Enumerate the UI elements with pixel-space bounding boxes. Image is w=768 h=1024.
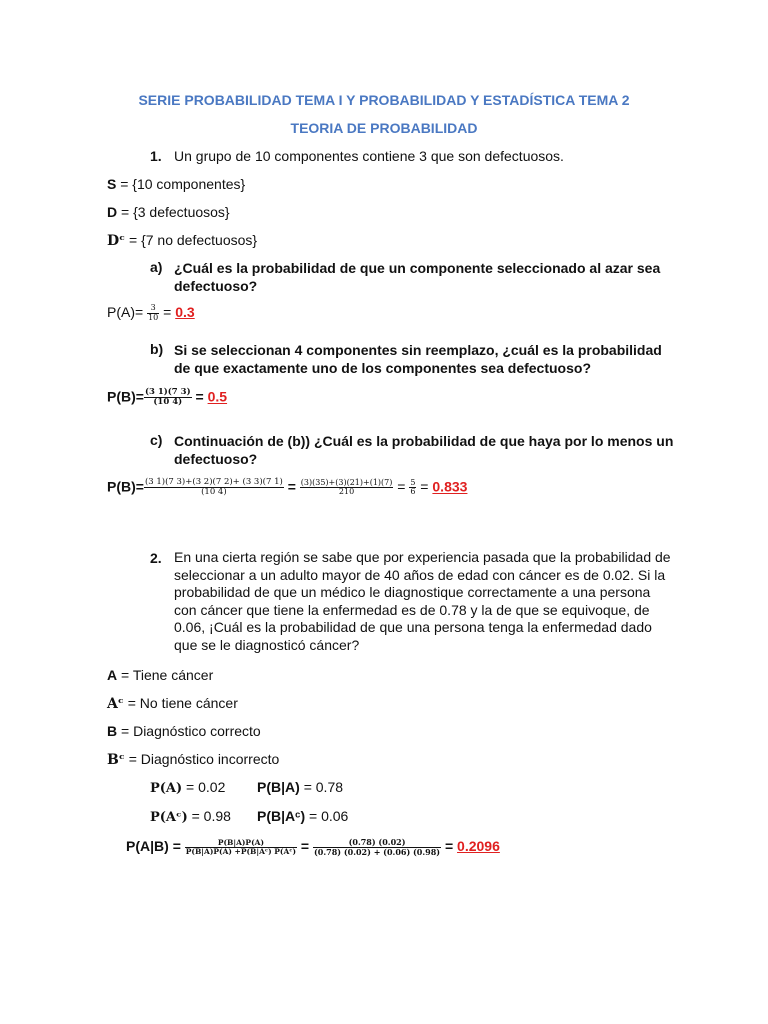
- def-bc: [107, 751, 279, 768]
- prob-a-val: = 0.02: [182, 779, 226, 795]
- answer-c-fraction-1: [144, 478, 284, 498]
- answer-b-fraction-num: (3 1)(7 3): [144, 387, 191, 397]
- def-ac-text: = No tiene cáncer: [123, 695, 238, 711]
- prob-a: [150, 779, 225, 796]
- answer-c-fraction-2-num: (3)(35)+(3)(21)+(1)(7): [300, 477, 393, 487]
- prob-ac: [150, 808, 231, 825]
- answer-a-fraction: [147, 304, 159, 323]
- answer-a-fraction-den: 10: [148, 312, 159, 322]
- bayes-eq-1: =: [297, 838, 314, 854]
- answer-a-fraction-num: 3: [147, 304, 159, 314]
- question-c-label: c): [150, 432, 163, 448]
- bayes-fraction-2: [313, 838, 441, 857]
- answer-c-fraction-3-num: 5: [410, 477, 416, 487]
- set-d: [107, 204, 230, 220]
- def-bc-symbol: Bᶜ: [107, 752, 125, 768]
- def-b-text: = Diagnóstico correcto: [117, 723, 261, 739]
- bayes-fraction-2-num: (0.78) (0.02): [313, 838, 441, 848]
- answer-c-eq-2: =: [393, 478, 410, 495]
- def-ac: [107, 695, 238, 712]
- question-a-label: a): [150, 259, 163, 275]
- problem-2-number: 2.: [150, 550, 162, 566]
- set-d-symbol: D: [107, 204, 118, 220]
- answer-c-fraction-3-den: 6: [410, 487, 416, 497]
- bayes-lhs: P(A|B) =: [126, 838, 185, 854]
- def-a-text: = Tiene cáncer: [117, 667, 214, 683]
- problem-1-statement: Un grupo de 10 componentes contiene 3 que son defectuosos.: [174, 148, 564, 164]
- prob-b-given-ac-lhs: P(B|Aᶜ): [257, 808, 306, 824]
- bayes-fraction-1-den: P(B|A)P(A) +P(B|Aᶜ) P(Aᶜ): [185, 846, 297, 856]
- set-d-text: = {3 defectuosos}: [117, 204, 230, 220]
- problem-2-statement: En una cierta región se sabe que por experiencia pasada que la probabilidad de seleccionar a un adulto mayor de 40 años de edad con cáncer es de 0.02. Si la probabilidad de que un médico le diagnostique correctamente a una persona con cáncer que tiene la enfermedad es de 0.78 y la de que se equivoque, de 0.06, ¡Cuál es la probabilidad de que una persona tenga la enfermedad dado que se le diagnosticó cáncer?: [174, 549, 671, 653]
- answer-a-eq: =: [159, 304, 176, 320]
- bayes-fraction-1-num: P(B|A)P(A): [185, 839, 297, 848]
- answer-c-fraction-2-den: 210: [338, 487, 355, 497]
- document-subtitle: TEORIA DE PROBABILIDAD: [290, 120, 478, 136]
- set-dc-text: = {7 no defectuosos}: [125, 232, 258, 248]
- answer-c-result: 0.833: [432, 478, 468, 495]
- set-s: [107, 176, 245, 192]
- bayes-formula: [126, 838, 500, 857]
- def-b: [107, 723, 261, 739]
- problem-1-number: 1.: [150, 148, 162, 164]
- prob-b-given-a-lhs: P(B|A): [257, 779, 300, 795]
- bayes-eq-2: =: [441, 838, 458, 854]
- question-b-label: b): [150, 341, 164, 357]
- answer-b-fraction-den: (10 4): [153, 397, 183, 408]
- question-b-text: Si se seleccionan 4 componentes sin reemplazo, ¿cuál es la probabilidad de que exactamente uno de los componentes sea defectuoso?: [174, 342, 662, 376]
- set-s-text: = {10 componentes}: [116, 176, 246, 192]
- answer-b: [107, 388, 227, 408]
- def-bc-text: = Diagnóstico incorrecto: [124, 751, 280, 767]
- answer-c-fraction-2: [300, 479, 394, 498]
- answer-b-fraction: [144, 388, 192, 408]
- prob-ac-val: = 0.98: [187, 808, 231, 824]
- def-b-symbol: B: [107, 723, 118, 739]
- answer-c-lhs: P(B)=: [107, 478, 144, 495]
- prob-ac-lhs: P(Aᶜ): [150, 810, 188, 825]
- def-ac-symbol: Aᶜ: [107, 696, 124, 712]
- answer-c-eq-1: =: [283, 478, 300, 495]
- answer-b-eq: =: [191, 388, 208, 405]
- answer-c-eq-3: =: [416, 478, 433, 495]
- prob-b-given-ac: [257, 808, 348, 824]
- answer-a-lhs: P(A)=: [107, 304, 144, 320]
- prob-b-given-a-val: = 0.78: [299, 779, 344, 795]
- def-a-symbol: A: [107, 667, 118, 683]
- answer-a: [107, 304, 195, 323]
- prob-b-given-a: [257, 779, 343, 795]
- def-a: [107, 667, 213, 683]
- set-s-symbol: S: [107, 176, 117, 192]
- question-a-text: ¿Cuál es la probabilidad de que un componente seleccionado al azar sea defectuoso?: [174, 260, 661, 294]
- answer-c-fraction-1-num: (3 1)(7 3)+(3 2)(7 2)+ (3 3)(7 1): [144, 477, 283, 487]
- answer-b-result: 0.5: [207, 388, 228, 405]
- answer-c-fraction-1-den: (10 4): [201, 487, 227, 498]
- question-c-text: Continuación de (b)) ¿Cuál es la probabilidad de que haya por lo menos un defectuoso?: [174, 433, 674, 467]
- set-dc: [107, 232, 257, 249]
- prob-b-given-ac-val: = 0.06: [305, 808, 349, 824]
- bayes-fraction-2-den: (0.78) (0.02) + (0.06) (0.98): [314, 846, 441, 857]
- document-title: SERIE PROBABILIDAD TEMA I Y PROBABILIDAD Y ESTADÍSTICA TEMA 2: [138, 92, 630, 108]
- answer-c: [107, 478, 467, 498]
- answer-a-result: 0.3: [175, 304, 195, 320]
- bayes-result: 0.2096: [457, 838, 500, 854]
- answer-b-lhs: P(B)=: [107, 388, 144, 405]
- set-dc-symbol: Dᶜ: [107, 233, 126, 249]
- prob-a-lhs: P(A): [150, 781, 183, 796]
- bayes-fraction-1: [185, 839, 297, 857]
